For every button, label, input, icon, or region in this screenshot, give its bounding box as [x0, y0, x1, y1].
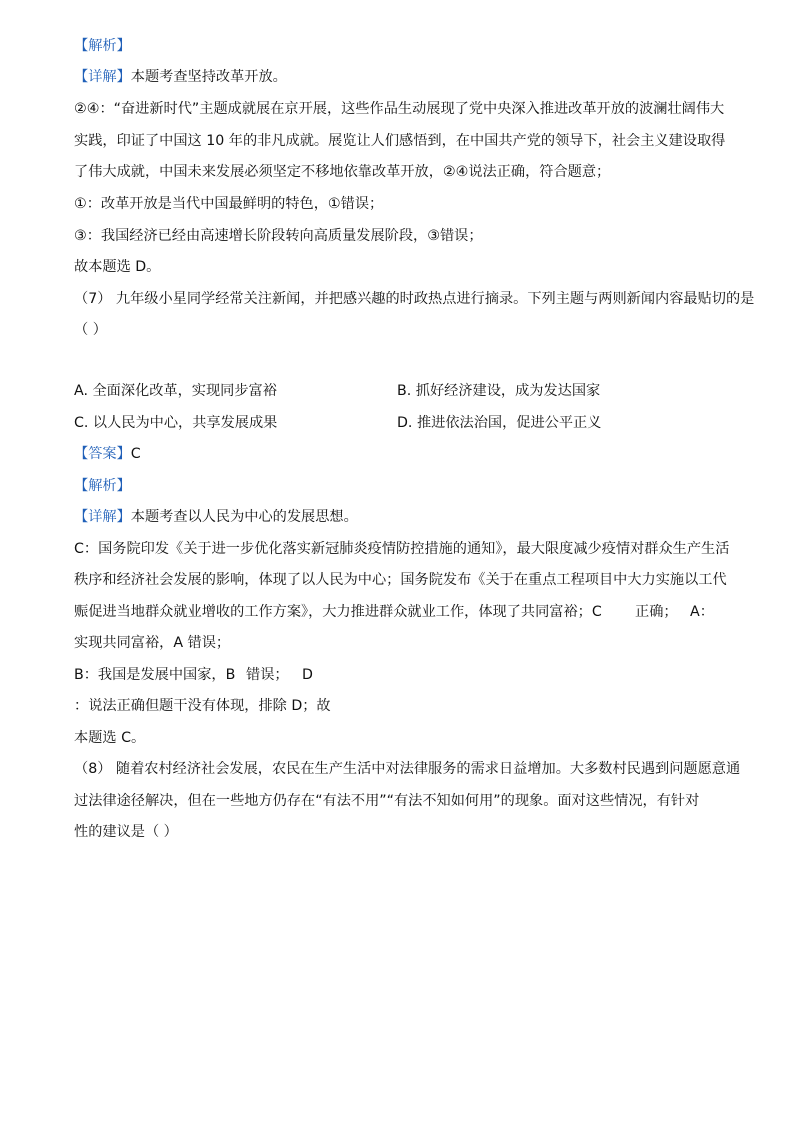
paragraph-segment: A：	[690, 604, 714, 620]
paragraph-line: ：说法正确但题干没有体现，排除 D；故	[74, 698, 331, 714]
jiexi-tag: 【解析】	[74, 38, 131, 54]
question-stem: 性的建议是（ ）	[74, 824, 178, 840]
paragraph-line: C：国务院印发《关于进一步优化落实新冠肺炎疫情防控措施的通知》，最大限度减少疫情对群众生产生活	[74, 541, 730, 557]
paragraph-line: ①：改革开放是当代中国最鲜明的特色，①错误；	[74, 196, 384, 212]
answer-line	[74, 444, 141, 464]
option-a: A. 全面深化改革，实现同步富裕	[74, 383, 277, 399]
question-stem: 过法律途径解决，但在一些地方仍存在“有法不用”“有法不知如何用”的现象。面对这些情况，有针对	[74, 793, 700, 809]
paragraph-line	[74, 602, 602, 622]
paragraph-line: 秩序和经济社会发展的影响，体现了以人民为中心；国务院发布《关于在重点工程项目中大力实施以工代	[74, 572, 727, 588]
xiangjie-tag: 【详解】	[74, 509, 131, 525]
paragraph-line: 故本题选 D。	[74, 259, 161, 275]
paragraph-segment: B：我国是发展中国家，B	[74, 667, 236, 683]
xiangjie-line	[74, 507, 358, 527]
paragraph-line: 了伟大成就，中国未来发展必须坚定不移地依靠改革开放，②④说法正确，符合题意；	[74, 164, 611, 180]
paragraph-line: 实践，印证了中国这 10 年的非凡成就。展览让人们感悟到，在中国共产党的领导下，社会主义建设取得	[74, 133, 726, 149]
paragraph-segment: 错误；	[246, 667, 289, 683]
question-blank: （ ）	[74, 322, 107, 338]
option-d: D. 推进依法治国，促进公平正义	[397, 415, 602, 431]
paragraph-line: ③：我国经济已经由高速增长阶段转向高质量发展阶段，③错误；	[74, 228, 483, 244]
xiangjie-line	[74, 67, 287, 87]
answer-value: C	[130, 446, 141, 462]
paragraph-line: 本题选 C。	[74, 730, 146, 746]
xiangjie-text: 本题考查以人民为中心的发展思想。	[130, 509, 358, 525]
answer-tag: 【答案】	[74, 446, 131, 462]
xiangjie-tag: 【详解】	[74, 69, 131, 85]
question-stem: （8） 随着农村经济社会发展，农民在生产生活中对法律服务的需求日益增加。大多数村民遇到问题愿意通	[74, 761, 741, 777]
question-stem: （7） 九年级小星同学经常关注新闻，并把感兴趣的时政热点进行摘录。下列主题与两则新闻内容最贴切的是	[74, 291, 755, 307]
option-c: C. 以人民为中心，共享发展成果	[74, 415, 278, 431]
paragraph-segment: D	[302, 667, 313, 683]
option-b: B. 抓好经济建设，成为发达国家	[397, 383, 601, 399]
paragraph-segment: 赈促进当地群众就业增收的工作方案》，大力推进群众就业工作，体现了共同富裕；C	[74, 604, 602, 620]
paragraph-segment: 正确；	[635, 604, 678, 620]
jiexi-tag: 【解析】	[74, 478, 131, 494]
xiangjie-text: 本题考查坚持改革开放。	[130, 69, 287, 85]
paragraph-line: ②④：“奋进新时代”主题成就展在京开展，这些作品生动展现了党中央深入推进改革开放的波澜壮阔伟大	[74, 101, 725, 117]
paragraph-line: 实现共同富裕，A 错误；	[74, 635, 231, 651]
